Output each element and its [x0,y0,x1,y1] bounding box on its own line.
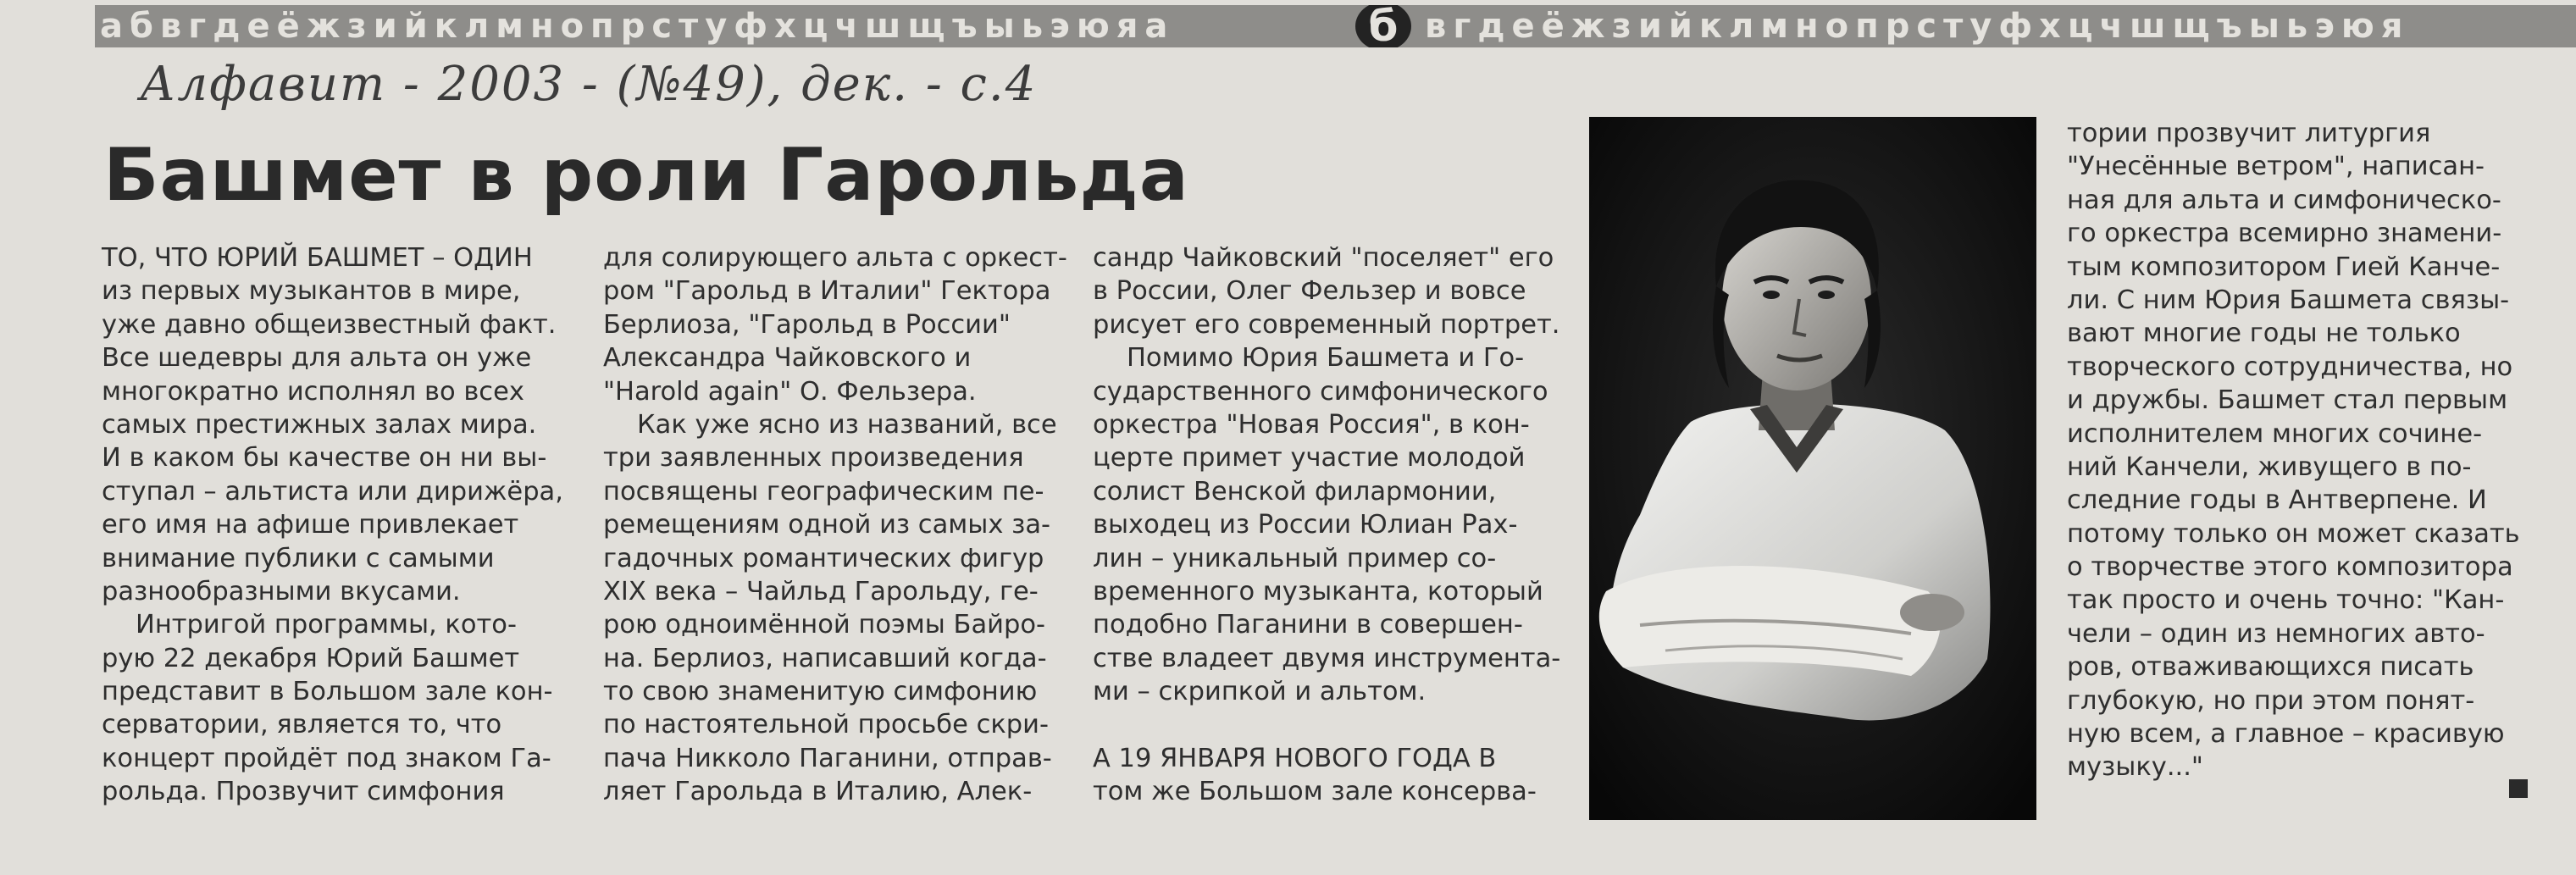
paragraph-gap [1093,708,1550,741]
text-line: гадочных романтических фигур [603,543,1044,573]
text-line: рою одноимённой поэмы Байро- [603,610,1045,640]
text-line: ляет Гарольда в Италию, Алек- [603,777,1033,807]
text-line: церте примет участие молодой [1093,443,1526,473]
text-line: Александра Чайковского и [603,343,972,374]
text-line: сударственного симфонического [1093,376,1548,407]
text-line: рую 22 декабря Юрий Башмет [102,643,520,673]
text-line: то свою знаменитую симфонию [603,677,1038,707]
text-line: три заявленных произведения [603,443,1024,473]
article-end-mark [2509,779,2528,798]
text-line: Как уже ясно из названий, все [637,409,1057,440]
banner-alphabet-left: абвгдеёжзийклмнопрстуфхцчшщъыьэюяа [100,7,1175,46]
text-line: Помимо Юрия Башмета и Го- [1127,343,1525,374]
article-column-2 [603,241,1067,809]
text-line: пача Никколо Паганини, отправ- [603,743,1052,773]
text-line: глубокую, но при этом понят- [2067,685,2475,716]
text-line: выходец из России Юлиан Рах- [1093,510,1518,540]
text-line: тым композитором Гией Канче- [2067,252,2501,282]
alphabet-banner [95,5,2576,47]
text-line: в России, Олег Фельзер и вовсе [1093,276,1526,307]
text-line: ний Канчели, живущего в по- [2067,451,2472,482]
text-line: по настоятельной просьбе скри- [603,710,1049,740]
text-line: тории прозвучит литургия [2067,119,2431,148]
text-line: уже давно общеизвестный факт. [102,309,557,340]
text-line: оркестра "Новая Россия", в кон- [1093,409,1530,440]
text-line: стве владеет двумя инструмента- [1093,643,1561,673]
text-line: на. Берлиоз, написавший когда- [603,643,1047,673]
text-line: разнообразными вкусами. [102,576,461,606]
text-line: исполнителем многих сочине- [2067,418,2483,449]
text-line: ная для альта и симфоническо- [2067,185,2501,215]
portrait-illustration [1589,117,2036,820]
text-line: следние годы в Антверпене. И [2067,485,2487,516]
handwritten-source-note: Алфавит - 2003 - (№49), дек. - с.4 [140,57,1038,112]
text-line: ТО, ЧТО ЮРИЙ БАШМЕТ – ОДИН [102,243,533,273]
text-line: посвящены географическим пе- [603,476,1044,507]
text-line: так просто и очень точно: "Кан- [2067,585,2505,616]
text-line: "Harold again" О. Фельзера. [603,376,977,407]
text-line: вают многие годы не только [2067,318,2461,349]
text-line: временного музыканта, который [1093,576,1543,606]
text-line: музыку..." [2067,752,2203,783]
text-line: представит в Большом зале кон- [102,677,553,707]
banner-alphabet-right: вгдеёжзийклмнопрстуфхцчшщъыьэюя [1425,7,2410,46]
text-line: подобно Паганини в совершен- [1093,610,1523,640]
banner-letter-badge: б [1355,5,1411,47]
text-line: го оркестра всемирно знамени- [2067,219,2502,249]
text-line: ров, отваживающихся писать [2067,652,2474,683]
text-line: Все шедевры для альта он уже [102,343,532,374]
text-line: его имя на афише привлекает [102,510,519,540]
text-line: Интригой программы, кото- [136,610,517,640]
text-line: и дружбы. Башмет стал первым [2067,385,2508,416]
text-line: сандр Чайковский "поселяет" его [1093,243,1554,273]
text-line: ром "Гарольд в Италии" Гектора [603,276,1051,307]
text-line: "Унесённые ветром", написан- [2067,152,2485,182]
text-line: XIX века – Чайльд Гарольду, ге- [603,576,1039,606]
text-line: А 19 ЯНВАРЯ НОВОГО ГОДА В [1093,743,1497,773]
text-line: многократно исполнял во всех [102,376,524,407]
text-line: Берлиоза, "Гарольд в России" [603,309,1011,340]
text-line: ступал – альтиста или дирижёра, [102,476,563,507]
article-headline: Башмет в роли Гарольда [103,133,1189,218]
article-column-4 [2067,117,2541,784]
article-column-1 [102,241,563,809]
text-line: самых престижных залах мира. [102,409,537,440]
text-line: из первых музыкантов в мире, [102,276,521,307]
text-line: ли. С ним Юрия Башмета связы- [2067,285,2510,315]
text-line: И в каком бы качестве он ни вы- [102,443,547,473]
text-line: том же Большом зале консерва- [1093,777,1537,807]
text-line: о творчестве этого композитора [2067,552,2513,583]
text-line: серватории, является то, что [102,710,502,740]
text-line: лин – уникальный пример со- [1093,543,1497,573]
text-line: концерт пройдёт под знаком Га- [102,743,551,773]
text-line: потому только он может сказать [2067,518,2520,549]
text-line: рисует его современный портрет. [1093,309,1560,340]
text-line: для солирующего альта с оркест- [603,243,1067,273]
text-line: солист Венской филармонии, [1093,476,1497,507]
text-line: рольда. Прозвучит симфония [102,777,505,807]
text-line: ми – скрипкой и альтом. [1093,677,1426,707]
text-line: ную всем, а главное – красивую [2067,719,2505,750]
text-line: чели – один из немногих авто- [2067,618,2485,649]
text-line: ремещениям одной из самых за- [603,510,1051,540]
text-line: внимание публики с самыми [102,543,495,573]
text-line: творческого сотрудничества, но [2067,352,2513,382]
portrait-photo [1589,117,2036,820]
article-column-3 [1093,241,1561,809]
